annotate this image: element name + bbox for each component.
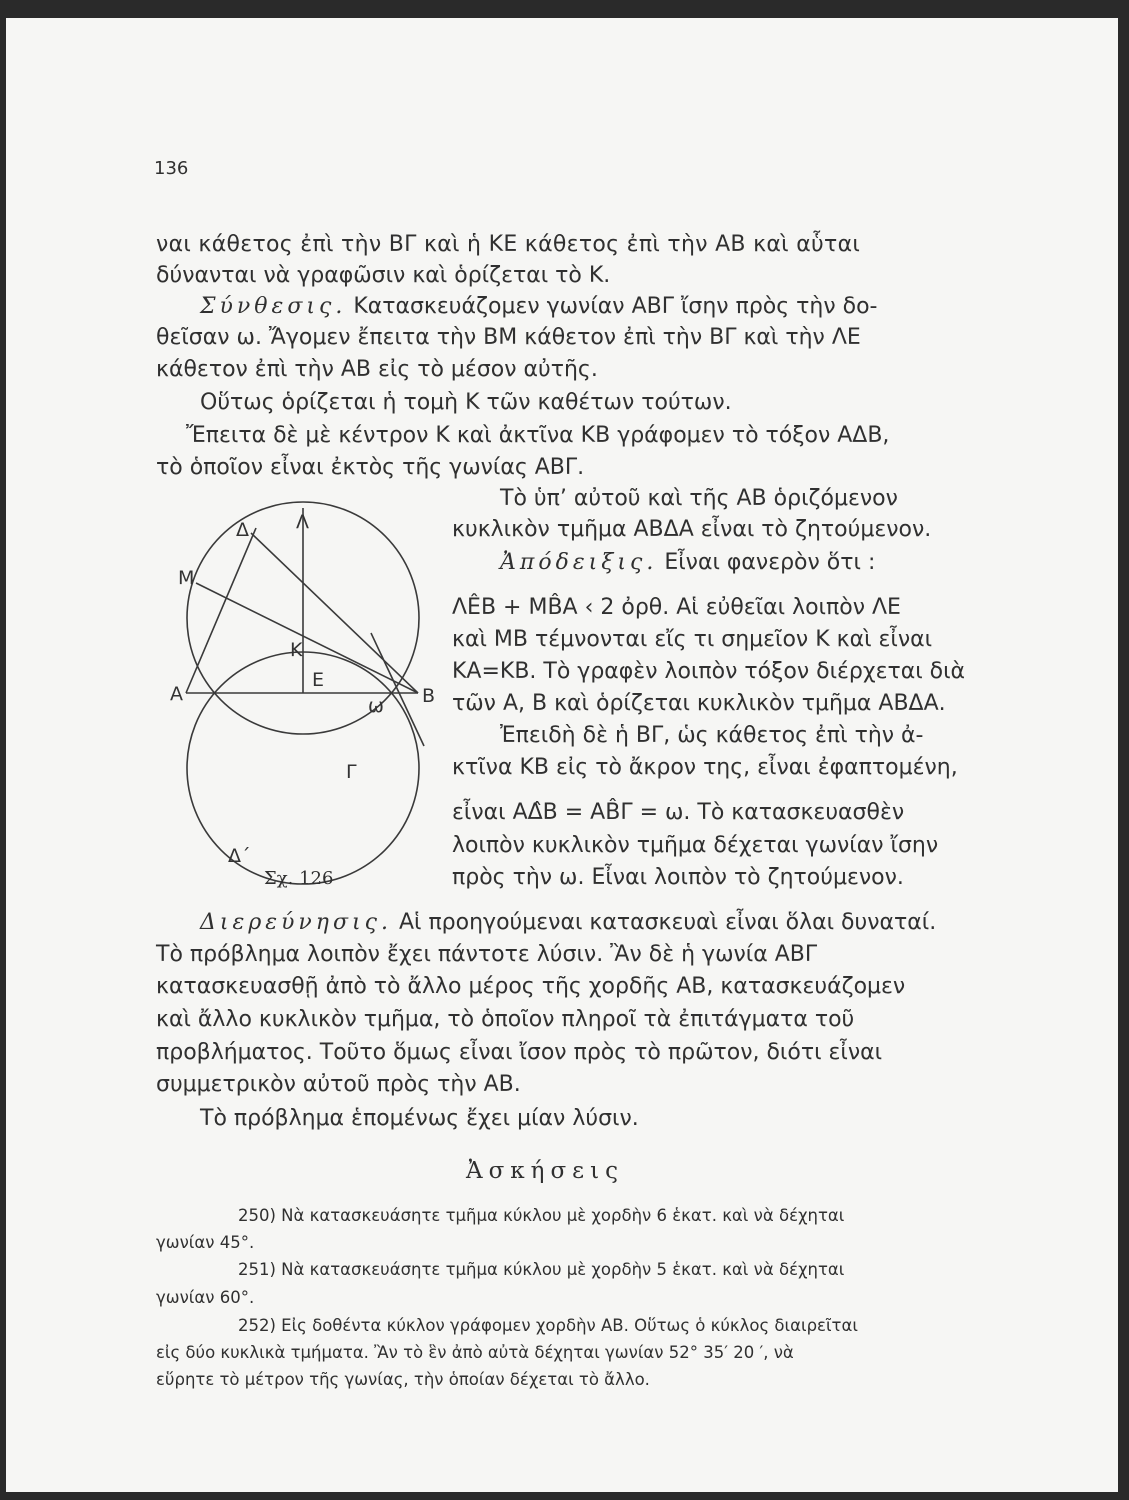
text-line: δύνανται νὰ γραφῶσιν καὶ ὁρίζεται τὸ Κ. xyxy=(156,263,611,288)
label-lambda: Λ xyxy=(296,511,309,533)
exercise-line: 250) Νὰ κατασκευάσητε τμῆμα κύκλου μὲ χορδὴν 6 ἑκατ. καὶ νὰ δέχηται xyxy=(238,1206,845,1225)
label-b: Β xyxy=(422,685,436,707)
label-e: Ε xyxy=(312,669,325,691)
text-line: εἶναι ΑΔ̂Β = ΑB̂Γ = ω. Τὸ κατασκευασθὲν xyxy=(452,800,905,825)
text-line: ναι κάθετος ἐπὶ τὴν ΒΓ καὶ ἡ ΚΕ κάθετος ἐπὶ τὴν ΑΒ καὶ αὗται xyxy=(156,232,861,257)
exercise-line: γωνίαν 45°. xyxy=(156,1233,255,1252)
text-line: κατασκευασθῇ ἀπὸ τὸ ἄλλο μέρος τῆς χορδῆς ΑΒ, κατασκευάζομεν xyxy=(156,974,906,999)
text-span: Κατασκευάζομεν γωνίαν ΑΒΓ ἴσην πρὸς τὴν δο- xyxy=(353,294,878,319)
text-line: Ἐπειδὴ δὲ ἡ ΒΓ, ὡς κάθετος ἐπὶ τὴν ἀ- xyxy=(500,723,924,748)
exercise-line: γωνίαν 60°. xyxy=(156,1288,255,1307)
exercise-line: εὕρητε τὸ μέτρον τῆς γωνίας, τὴν ὁποίαν δέχεται τὸ ἄλλο. xyxy=(156,1370,650,1389)
text-line xyxy=(200,292,878,322)
line-db xyxy=(251,533,418,693)
label-delta: Δ xyxy=(236,519,249,541)
text-span: Εἶναι φανερὸν ὅτι : xyxy=(664,550,876,575)
text-span: Αἱ προηγούμεναι κατασκευαὶ εἶναι ὅλαι δυναταί. xyxy=(398,910,937,935)
heading-synthesis: Σύνθεσις. xyxy=(200,294,347,319)
line-mb xyxy=(196,583,418,693)
text-line: ΛÊΒ + ΜB̂Α ‹ 2 ὀρθ. Αἱ εὐθεῖαι λοιπὸν ΛΕ xyxy=(452,595,901,620)
exercise-line: εἰς δύο κυκλικὰ τμήματα. Ἂν τὸ ἓν ἀπὸ αὐτὰ δέχηται γωνίαν 52° 35′ 20 ′, νὰ xyxy=(156,1343,794,1362)
book-page xyxy=(6,18,1118,1492)
geometry-figure xyxy=(156,488,446,888)
label-a: Α xyxy=(170,683,183,705)
heading-discussion: Διερεύνησις. xyxy=(200,910,392,935)
text-line xyxy=(500,548,875,578)
label-gamma: Γ xyxy=(346,761,357,783)
text-line: συμμετρικὸν αὐτοῦ πρὸς τὴν ΑΒ. xyxy=(156,1072,521,1097)
text-line: Τὸ ὑπ’ αὐτοῦ καὶ τῆς ΑΒ ὁριζόμενον xyxy=(500,486,898,511)
text-line: Οὕτως ὁρίζεται ἡ τομὴ Κ τῶν καθέτων τούτων. xyxy=(200,390,732,415)
text-line xyxy=(200,908,936,938)
text-line: λοιπὸν κυκλικὸν τμῆμα δέχεται γωνίαν ἴσην xyxy=(452,833,939,858)
text-line: καὶ ΜΒ τέμνονται εἴς τι σημεῖον Κ καὶ εἶναι xyxy=(452,627,933,652)
text-line: τὸ ὁποῖον εἶναι ἐκτὸς τῆς γωνίας ΑΒΓ. xyxy=(156,455,585,480)
label-delta-prime: Δ΄ xyxy=(228,845,251,867)
label-m: Μ xyxy=(178,567,195,589)
tangent-bg xyxy=(371,633,424,746)
page-number: 136 xyxy=(154,158,189,179)
text-line: πρὸς τὴν ω. Εἶναι λοιπὸν τὸ ζητούμενον. xyxy=(452,865,904,890)
text-line: προβλήματος. Τοῦτο ὅμως εἶναι ἴσον πρὸς τὸ πρῶτον, διότι εἶναι xyxy=(156,1040,883,1065)
label-omega: ω xyxy=(368,695,384,717)
label-k: Κ xyxy=(290,639,303,661)
exercise-line: 252) Εἰς δοθέντα κύκλον γράφομεν χορδὴν ΑΒ. Οὕτως ὁ κύκλος διαιρεῖται xyxy=(238,1316,858,1335)
text-line: ΚΑ=ΚΒ. Τὸ γραφὲν λοιπὸν τόξον διέρχεται διὰ xyxy=(452,659,966,684)
text-line: κυκλικὸν τμῆμα ΑΒΔΑ εἶναι τὸ ζητούμενον. xyxy=(452,517,932,542)
text-line: Τὸ πρόβλημα λοιπὸν ἔχει πάντοτε λύσιν. Ἂν δὲ ἡ γωνία ΑΒΓ xyxy=(156,942,818,967)
exercises-title: Ἀσκήσεις xyxy=(466,1158,624,1184)
exercise-line: 251) Νὰ κατασκευάσητε τμῆμα κύκλου μὲ χορδὴν 5 ἑκατ. καὶ νὰ δέχηται xyxy=(238,1260,845,1279)
text-line: Ἔπειτα δὲ μὲ κέντρον Κ καὶ ἀκτῖνα ΚΒ γράφομεν τὸ τόξον ΑΔΒ, xyxy=(186,423,890,448)
heading-proof: Ἀπόδειξις. xyxy=(500,550,658,575)
line-ad xyxy=(186,528,256,693)
text-line: κτῖνα ΚΒ εἰς τὸ ἄκρον της, εἶναι ἐφαπτομένη, xyxy=(452,755,958,780)
text-line: τῶν Α, Β καὶ ὁρίζεται κυκλικὸν τμῆμα ΑΒΔΑ. xyxy=(452,691,946,716)
figure-caption: Σχ. 126 xyxy=(264,868,334,889)
text-line: Τὸ πρόβλημα ἑπομένως ἔχει μίαν λύσιν. xyxy=(200,1106,639,1131)
text-line: κάθετον ἐπὶ τὴν ΑΒ εἰς τὸ μέσον αὐτῆς. xyxy=(156,357,598,382)
text-line: θεῖσαν ω. Ἄγομεν ἔπειτα τὴν ΒΜ κάθετον ἐπὶ τὴν ΒΓ καὶ τὴν ΛΕ xyxy=(156,325,861,350)
text-line: καὶ ἄλλο κυκλικὸν τμῆμα, τὸ ὁποῖον πληροῖ τὰ ἐπιτάγματα τοῦ xyxy=(156,1007,855,1032)
